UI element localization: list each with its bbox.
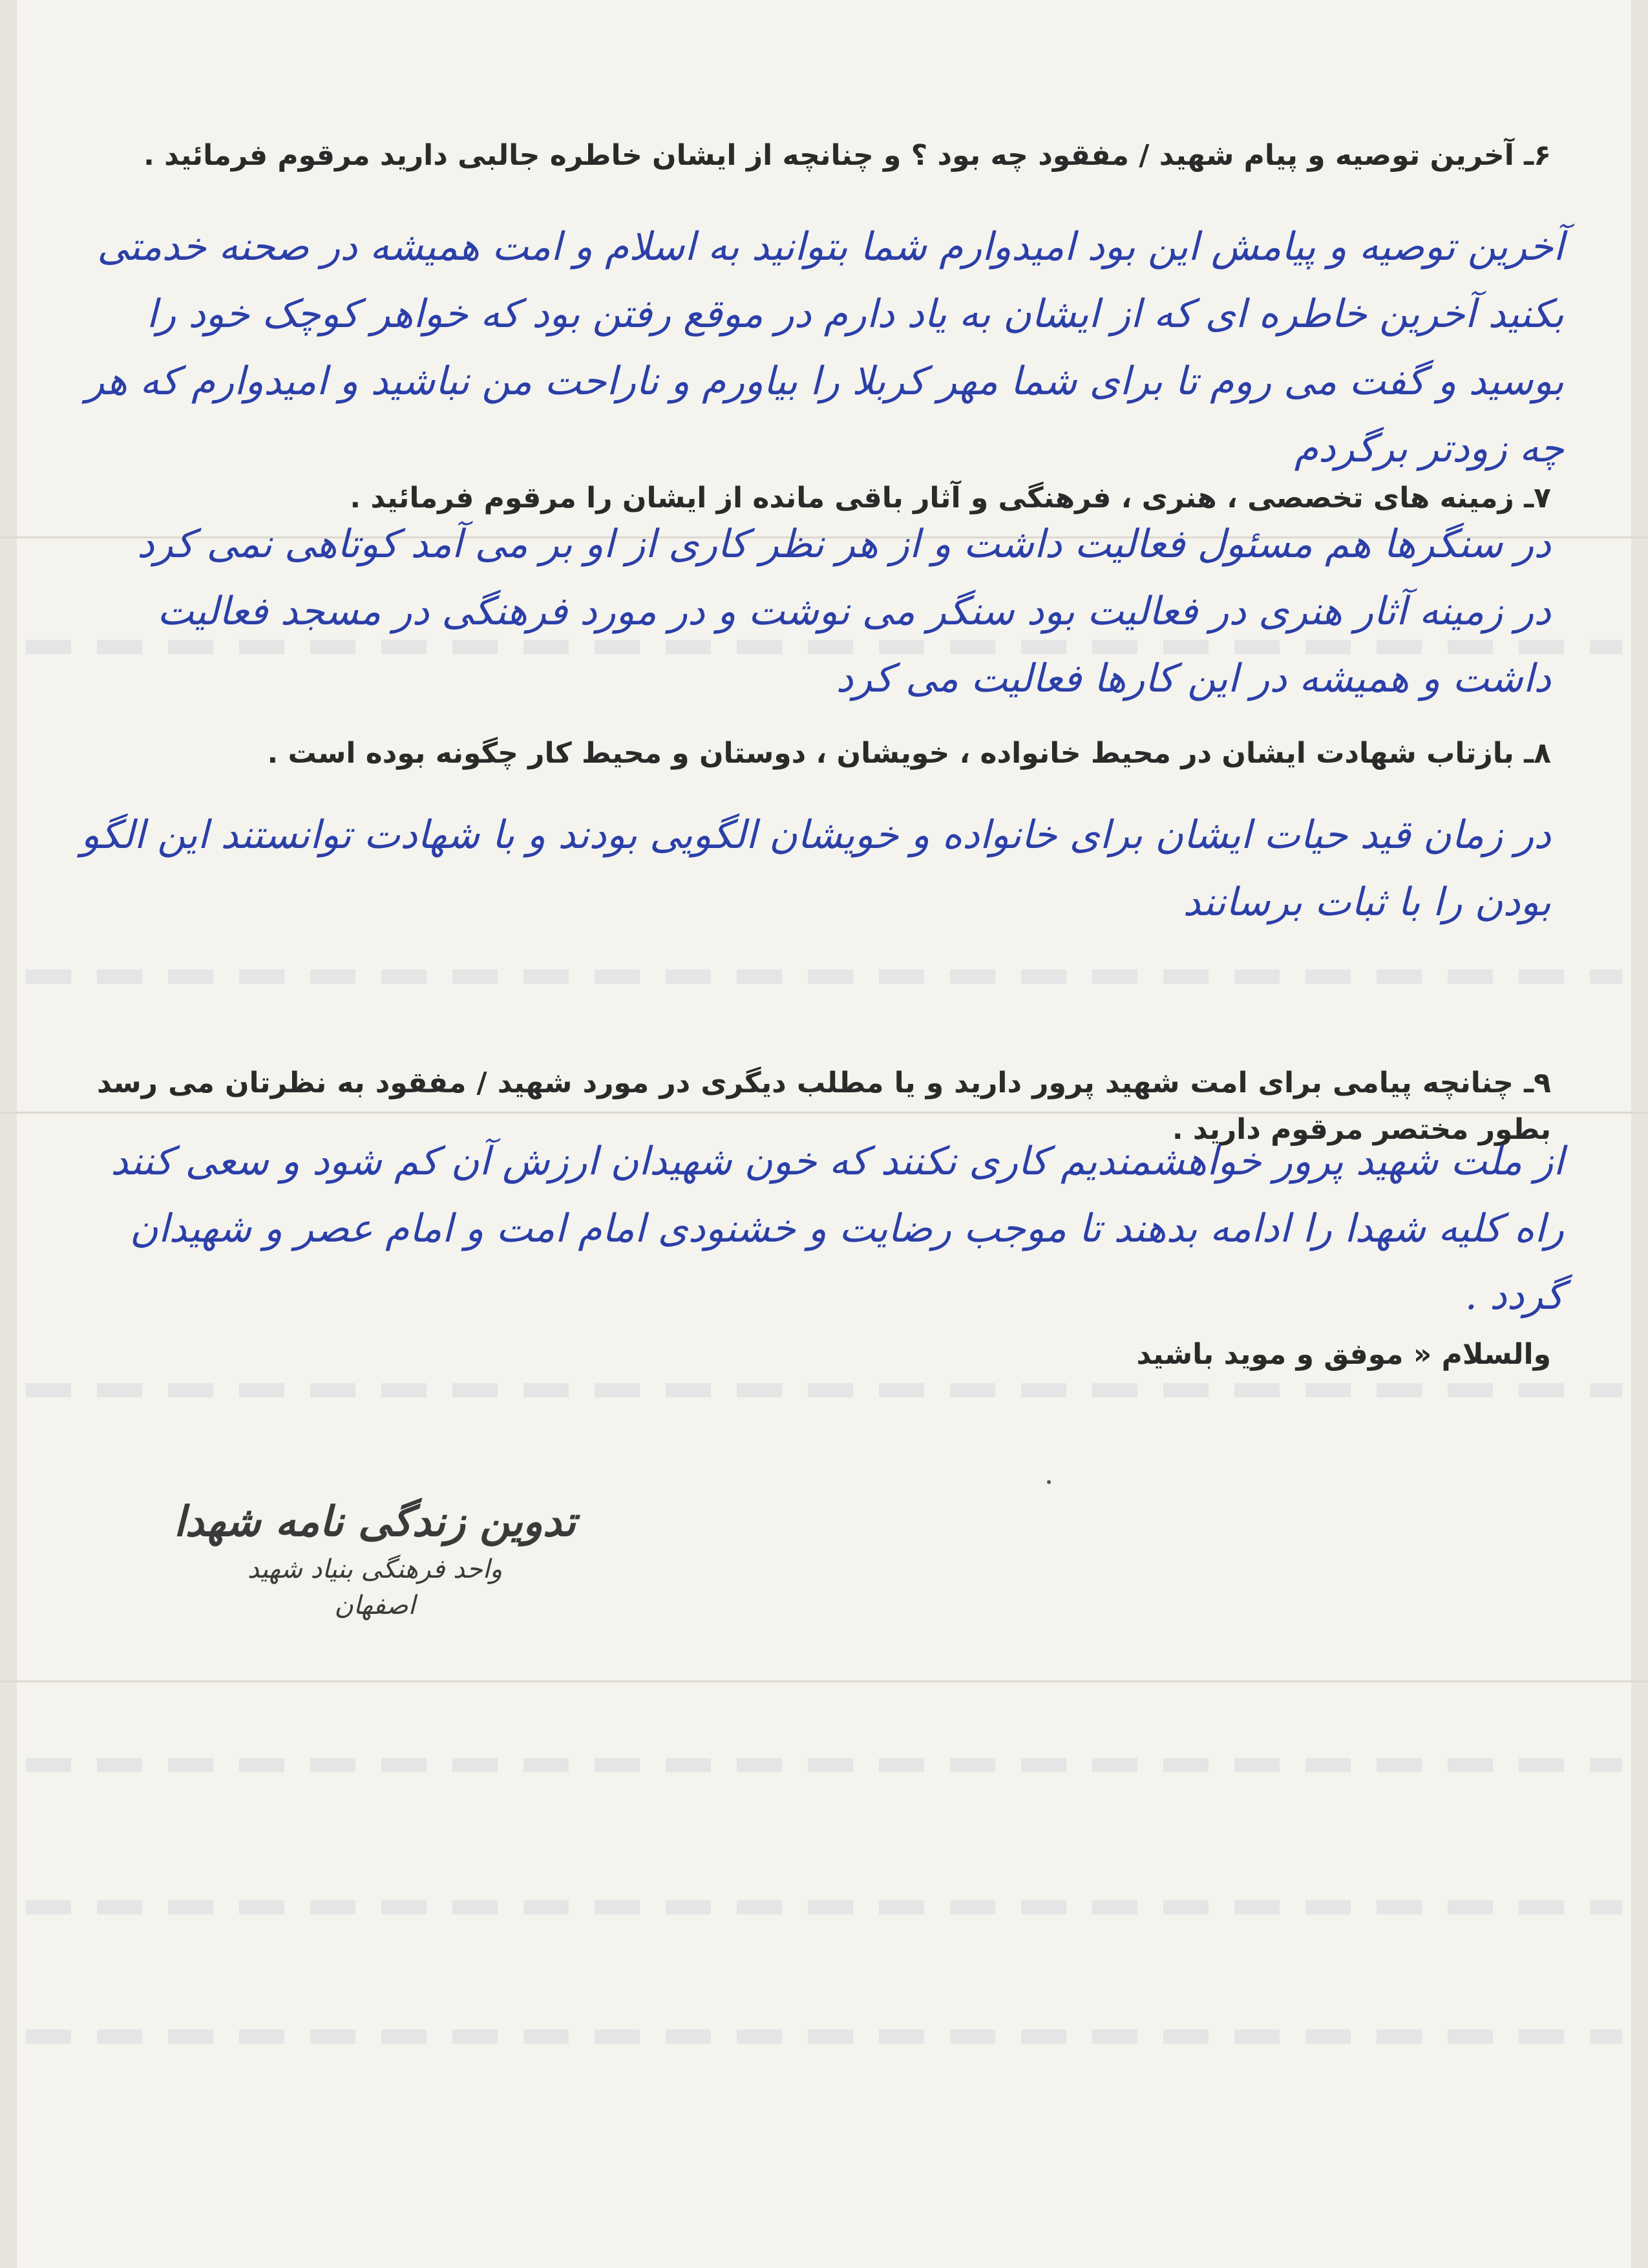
answer-7: در سنگرها هم مسئول فعالیت داشت و از هر نظر کاری از او بر می آمد کوتاهی نمی کرد در زمینه آثار هنری در فعالیت بود سنگر می نوشت و در مورد فرهنگی در مسجد فعالیت داشت و همیشه در این کارها فعالیت می کرد	[137, 522, 1551, 701]
answer-9: از ملت شهید پرور خواهشمندیم کاری نکنند که خون شهیدان ارزش آن کم شود و سعی کنند راه کلیه شهدا را ادامه بدهند تا موجب رضایت و خشنودی امام امت و امام عصر و شهیدان گردد .	[111, 1139, 1564, 1319]
answer-6: آخرین توصیه و پیامش این بود امیدوارم شما بتوانید به اسلام و امت همیشه در صحنه خدمتی بکنید آخرین خاطره ای که از ایشان به یاد دارم در موقع رفتن بود که خواهر کوچک خود را بوسید و گفت می روم تا برای شما مهر کربلا را بیاورم و ناراحت من نباشید و امیدوارم که هر چه زودتر برگردم	[85, 224, 1564, 471]
show-through-text	[26, 1758, 1622, 1772]
question-8: ۸ـ بازتاب شهادت ایشان در محیط خانواده ، خویشان ، دوستان و محیط کار چگونه بوده است .	[267, 737, 1551, 770]
closing-line: والسلام « موفق و موید باشید	[1136, 1338, 1551, 1371]
answer-8: در زمان قید حیات ایشان برای خانواده و خویشان الگویی بودند و با شهادت توانستند این الگو بودن را با ثبات برسانند	[81, 812, 1551, 925]
show-through-text	[26, 1900, 1622, 1914]
stamp-title: تدوین زندگی نامه شهدا	[173, 1498, 576, 1546]
paper-edge-left	[0, 0, 17, 2268]
show-through-text	[26, 2030, 1622, 2044]
ink-dot	[1047, 1480, 1051, 1484]
question-9: ۹ـ چنانچه پیامی برای امت شهید پرور دارید و یا مطلب دیگری در مورد شهید / مفقود به نظرتان می رسد بطور مختصر مرقوم دارید .	[97, 1066, 1551, 1146]
paper-edge-right	[1631, 0, 1648, 2268]
office-stamp	[149, 1493, 601, 1624]
question-6: ۶ـ آخرین توصیه و پیام شهید / مفقود چه بود ؟ و چنانچه از ایشان خاطره جالبی دارید مرقوم فرمائید .	[143, 139, 1551, 172]
show-through-text	[26, 970, 1622, 984]
paper-fold	[0, 1680, 1648, 1682]
show-through-text	[26, 1383, 1622, 1397]
stamp-unit: واحد فرهنگی بنیاد شهید	[247, 1554, 503, 1584]
question-7: ۷ـ زمینه های تخصصی ، هنری ، فرهنگی و آثار باقی مانده از ایشان را مرقوم فرمائید .	[350, 482, 1551, 514]
stamp-city: اصفهان	[334, 1591, 416, 1620]
